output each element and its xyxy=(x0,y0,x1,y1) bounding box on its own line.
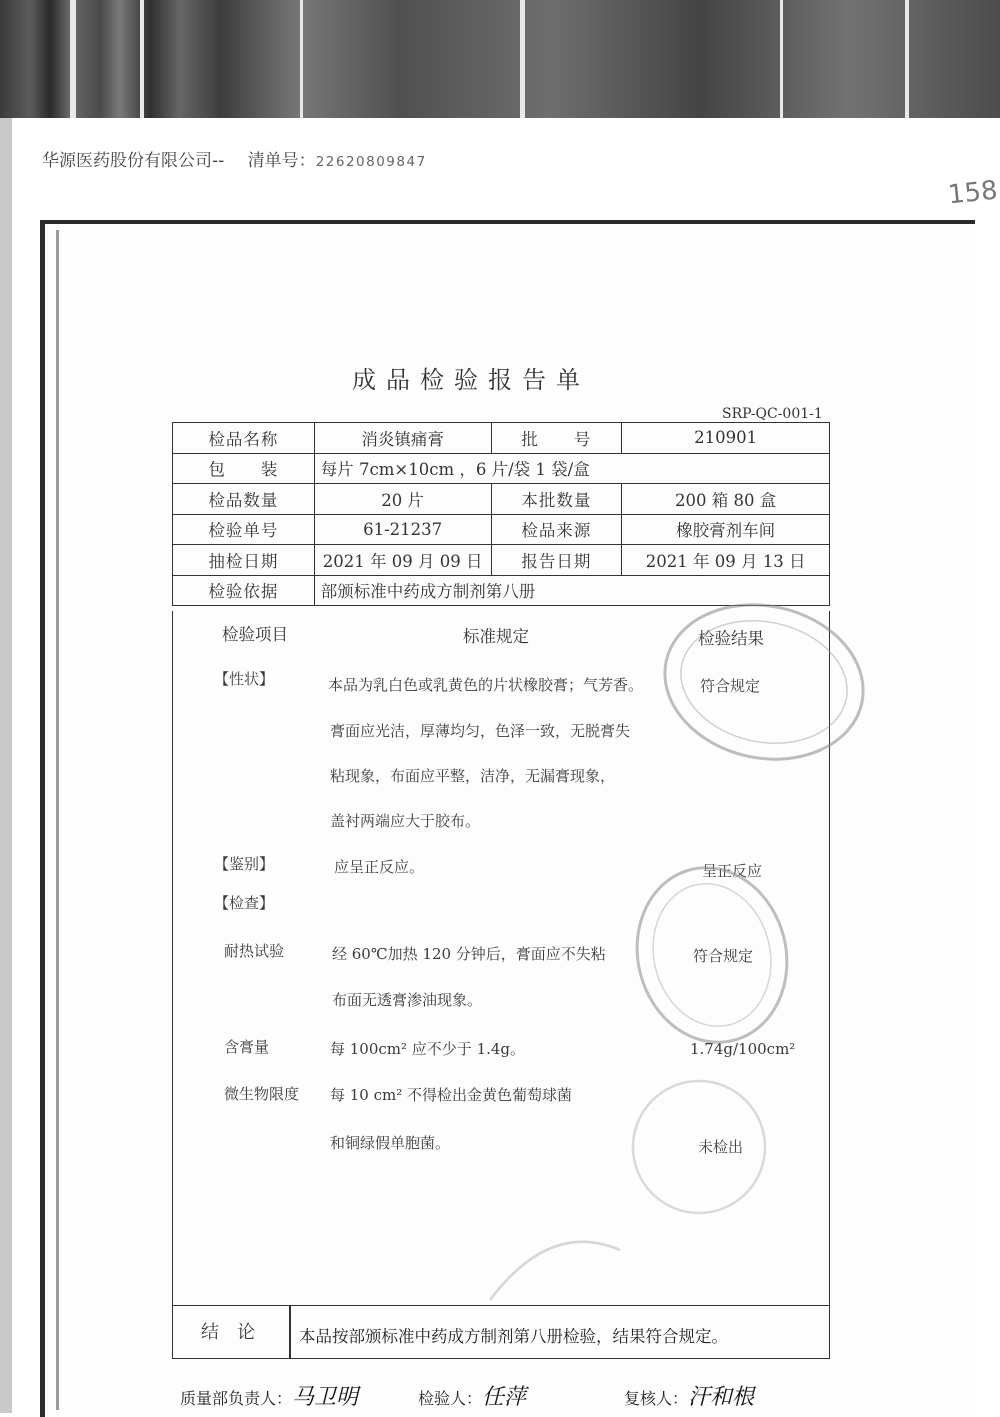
col-result-header: 检验结果 xyxy=(698,629,764,648)
inspect-no-value: 61-21237 xyxy=(314,514,491,545)
reviewer-label: 复核人： xyxy=(624,1389,689,1408)
report-date-label: 报告日期 xyxy=(491,545,622,576)
scan-stripe xyxy=(300,0,303,118)
conclusion-divider xyxy=(289,1306,291,1358)
ident-result: 呈正反应 xyxy=(702,862,763,880)
document-header xyxy=(42,146,427,171)
source-value: 橡胶膏剂车间 xyxy=(622,514,830,545)
name-label: 检品名称 xyxy=(173,423,315,454)
table-row xyxy=(173,423,830,454)
scan-stripe xyxy=(780,0,783,118)
list-number: 22620809847 xyxy=(315,154,427,170)
appearance-result: 符合规定 xyxy=(700,677,761,695)
conclusion-row xyxy=(172,1305,830,1359)
scan-stripe xyxy=(905,0,909,118)
list-label: 清单号： xyxy=(247,151,316,171)
inspector-label: 检验人： xyxy=(418,1389,483,1408)
micro-result: 未检出 xyxy=(698,1138,744,1156)
reviewer-signature xyxy=(624,1380,754,1411)
basis-label: 检验依据 xyxy=(173,575,315,606)
col-standard-header: 标准规定 xyxy=(463,627,529,646)
report-title: 成品检验报告单 xyxy=(352,366,590,394)
page-number: 158 xyxy=(946,175,1000,211)
sample-date-value: 2021 年 09 月 09 日 xyxy=(314,545,491,576)
batch-value: 210901 xyxy=(622,423,830,454)
reviewer-handwriting: 汗和根 xyxy=(688,1385,755,1410)
scan-stripe xyxy=(520,0,525,118)
form-code: SRP-QC-001-1 xyxy=(722,406,823,422)
micro-std-2: 和铜绿假单胞菌。 xyxy=(330,1134,451,1152)
table-row xyxy=(173,453,830,484)
qa-signature xyxy=(180,1380,358,1411)
scan-edge xyxy=(0,118,12,1413)
sample-date-label: 抽检日期 xyxy=(173,545,315,576)
qa-handwriting: 马卫明 xyxy=(292,1385,359,1410)
basis-value: 部颁标准中药成方制剂第八册 xyxy=(314,575,829,606)
batch-qty-value: 200 箱 80 盒 xyxy=(622,484,830,515)
conclusion-text: 本品按部颁标准中药成方制剂第八册检验，结果符合规定。 xyxy=(299,1327,728,1346)
qty-value: 20 片 xyxy=(314,484,491,515)
scan-background xyxy=(0,0,1000,118)
info-table xyxy=(172,422,830,606)
report-date-value: 2021 年 09 月 13 日 xyxy=(622,545,830,576)
appearance-std-4: 盖衬两端应大于胶布。 xyxy=(330,812,481,830)
micro-label: 微生物限度 xyxy=(224,1085,300,1103)
ident-label: 【鉴别】 xyxy=(214,855,275,873)
inspect-no-label: 检验单号 xyxy=(173,514,315,545)
heat-std-2: 布面无透膏渗油现象。 xyxy=(332,991,483,1009)
ident-std: 应呈正反应。 xyxy=(334,858,425,876)
company-name: 华源医药股份有限公司-- xyxy=(42,151,225,171)
inspector-handwriting: 任萍 xyxy=(482,1385,527,1410)
content-result: 1.74g/100cm² xyxy=(690,1040,796,1058)
batch-label: 批 号 xyxy=(491,423,622,454)
source-label: 检品来源 xyxy=(491,514,622,545)
inspector-signature xyxy=(418,1380,526,1411)
heat-std-1: 经 60℃加热 120 分钟后，膏面应不失粘 xyxy=(332,945,606,963)
content-label: 含膏量 xyxy=(224,1038,270,1056)
qty-label: 检品数量 xyxy=(173,484,315,515)
scan-stripe xyxy=(140,0,144,118)
batch-qty-label: 本批数量 xyxy=(491,484,622,515)
table-row xyxy=(173,484,830,515)
micro-std-1: 每 10 cm² 不得检出金黄色葡萄球菌 xyxy=(330,1086,573,1104)
pack-value: 每片 7cm×10cm ，6 片/袋 1 袋/盒 xyxy=(314,453,829,484)
table-row xyxy=(173,545,830,576)
pack-label: 包 装 xyxy=(173,453,315,484)
scan-stripe xyxy=(70,0,76,118)
heat-label: 耐热试验 xyxy=(224,942,285,960)
col-item-header: 检验项目 xyxy=(222,625,288,644)
sheet-edge xyxy=(56,230,59,1410)
appearance-label: 【性状】 xyxy=(214,670,275,688)
check-label: 【检查】 xyxy=(214,894,275,912)
appearance-std-1: 本品为乳白色或乳黄色的片状橡胶膏；气芳香。 xyxy=(328,676,644,694)
qa-label: 质量部负责人： xyxy=(180,1389,293,1408)
table-row xyxy=(173,514,830,545)
name-value: 消炎镇痛膏 xyxy=(314,423,491,454)
appearance-std-3: 粘现象，布面应平整，洁净，无漏膏现象， xyxy=(330,767,616,785)
content-std: 每 100cm² 应不少于 1.4g。 xyxy=(330,1040,526,1058)
table-row xyxy=(173,575,830,606)
conclusion-label: 结 论 xyxy=(201,1322,255,1343)
heat-result: 符合规定 xyxy=(693,947,754,965)
appearance-std-2: 膏面应光洁，厚薄均匀，色泽一致，无脱膏失 xyxy=(330,722,631,740)
